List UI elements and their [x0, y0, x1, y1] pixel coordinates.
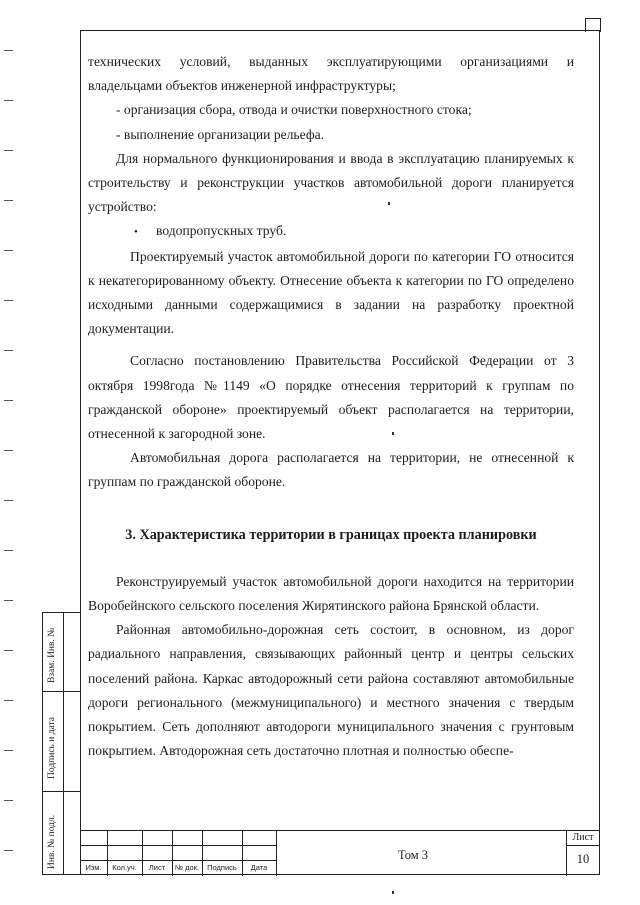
bullet-text: водопропускных труб.	[156, 223, 287, 239]
bullet-item	[88, 219, 574, 244]
paragraph: Согласно постановлению Правительства Российской Федерации от 3 октября 1998года №1149 «О порядке отнесения территорий к группам по гражданской обороне» проектируемый объект располагается на территории, отнесенной к загородной зоне.	[88, 353, 574, 442]
title-block-rule	[80, 860, 276, 861]
scan-speck	[392, 891, 394, 894]
title-block-rule	[80, 845, 276, 846]
volume-label: Том 3	[398, 848, 428, 862]
title-block	[80, 830, 600, 875]
col-count: Кол.уч.	[112, 863, 137, 872]
sheet-label: Лист	[572, 832, 594, 843]
list-item: - организация сбора, отвода и очистки поверхностного стока;	[116, 102, 472, 118]
col-signature: Подпись	[207, 863, 237, 872]
document-body	[88, 50, 574, 763]
side-stamp-divider	[43, 691, 80, 692]
sheet-number: 10	[576, 852, 590, 866]
col-date: Дата	[250, 863, 268, 872]
scan-speck	[392, 432, 394, 435]
section-heading: 3. Характеристика территории в границах проекта планировки	[125, 526, 537, 543]
paragraph: технических условий, выданных эксплуатирующими организациями и владельцами объектов инженерной инфраструктуры;	[88, 54, 574, 94]
paragraph: Реконструируемый участок автомобильной дороги находится на территории Воробейнского сельского поселения Жирятинского района Брянской области.	[88, 573, 574, 614]
col-change: Изм.	[85, 863, 102, 872]
side-stamp-signature-date: Подпись и дата	[47, 716, 57, 779]
paragraph: Автомобильная дорога располагается на территории, не отнесенной к группам по гражданской обороне.	[88, 450, 574, 490]
side-stamp-inv-original: Инв. № подл.	[47, 814, 57, 869]
title-block-rule	[566, 845, 600, 846]
col-doc-number: № док.	[174, 863, 200, 872]
margin-ticks	[4, 0, 14, 905]
side-stamp	[42, 612, 80, 875]
side-stamp-divider	[43, 791, 80, 792]
list-item: - выполнение организации рельефа.	[116, 126, 325, 142]
paragraph: Проектируемый участок автомобильной дороги по категории ГО относится к некатегорированному объекту. Отнесение объекта к категории по ГО определено исходными данными содержащимися в задании на разработку проектной документации.	[88, 248, 574, 337]
paragraph: Для нормального функционирования и ввода в эксплуатацию планируемых к строительству и реконструкции участков автомобильной дороги планируется устройство:	[88, 150, 574, 215]
col-sheet: Лист	[148, 863, 166, 872]
title-block-rule	[276, 831, 277, 876]
bullet-icon: •	[134, 226, 138, 239]
side-stamp-replace-inv: Взам. Инв. №	[47, 627, 57, 683]
scan-speck	[388, 202, 390, 205]
paragraph: Районная автомобильно-дорожная сеть состоит, в основном, из дорог радиального направления, связывающих районный центр и центры сельских поселений района. Каркас автодорожный сети района составляют автомобильные дороги регионального (межмуниципального) и местного значения с твердым покрытием. Сеть дополняют автодороги муниципального значения с грунтовым покрытием. Автодорожная сеть достаточно плотная и полностью обеспе-	[88, 622, 574, 759]
